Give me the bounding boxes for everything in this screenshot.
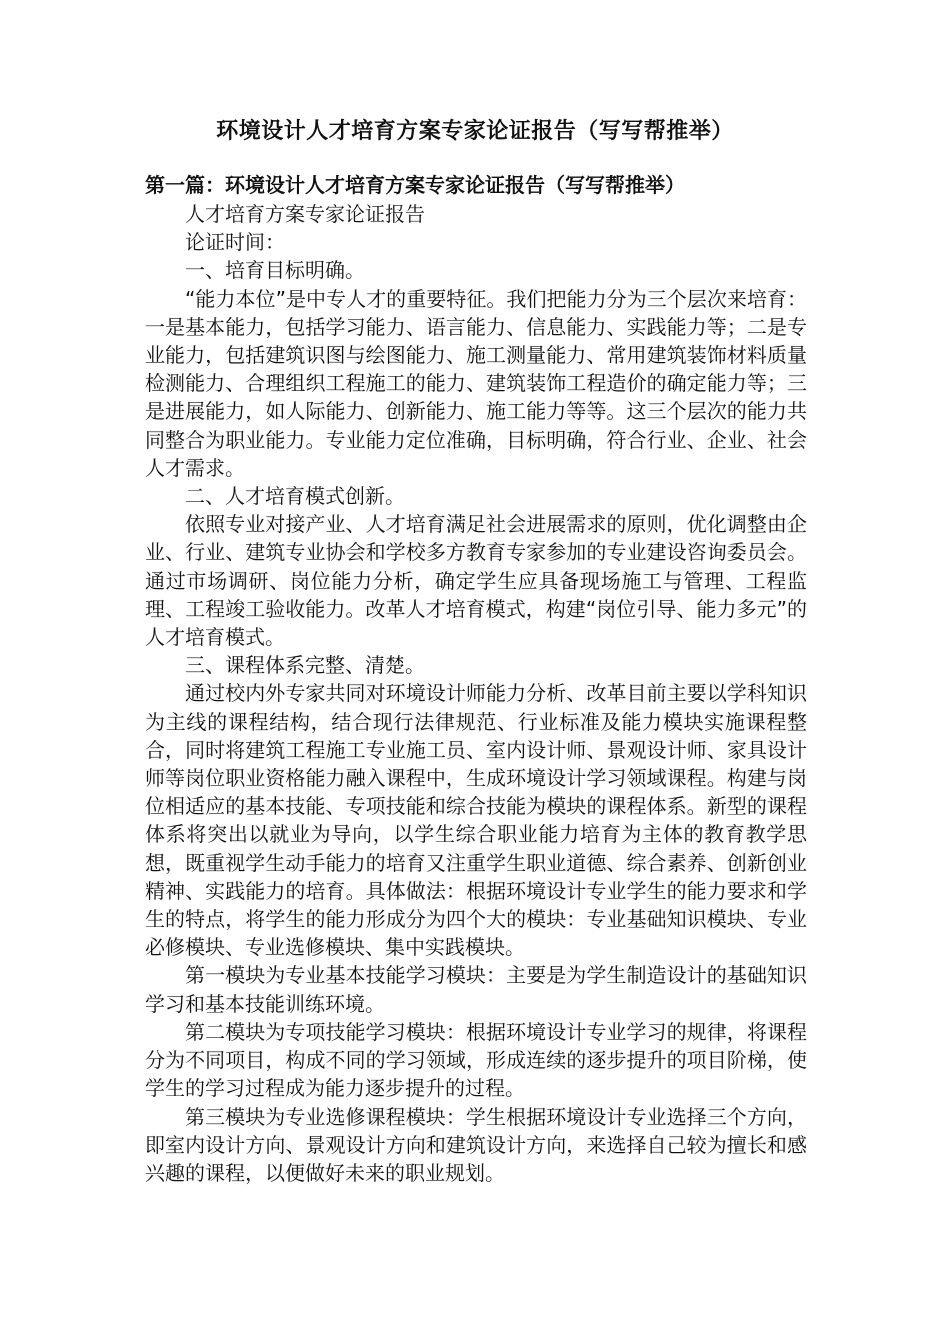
- heading-model: 二、人才培育模式创新。: [185, 484, 405, 509]
- paragraph-curriculum: 通过校内外专家共同对环境设计师能力分析、改革目前主要以学科知识为主线的课程结构，结合现行法律规范、行业标准及能力模块实施课程整合，同时将建筑工程施工专业施工员、室内设计师、景观设计师、家具设计师等岗位职业资格能力融入课程中，生成环境设计学习领域课程。构建与岗位相适应的基本技能、专项技能和综合技能为模块的课程体系。新型的课程体系将突出以就业为导向，以学生综合职业能力培育为主体的教育教学思想，既重视学生动手能力的培育又注重学生职业道德、综合素养、创新创业精神、实践能力的培育。具体做法：根据环境设计专业学生的能力要求和学生的特点，将学生的能力形成分为四个大的模块：专业基础知识模块、专业必修模块、专业选修模块、集中实践模块。: [145, 681, 807, 960]
- document-body: [145, 200, 807, 1187]
- section-heading: 第一篇：环境设计人才培育方案专家论证报告（写写帮推举）: [145, 173, 685, 197]
- paragraph-model: 依照专业对接产业、人才培育满足社会进展需求的原则，优化调整由企业、行业、建筑专业协会和学校多方教育专家参加的专业建设咨询委员会。通过市场调研、岗位能力分析，确定学生应具备现场施工与管理、工程监理、工程竣工验收能力。改革人才培育模式，构建“岗位引导、能力多元”的人才培育模式。: [145, 512, 807, 650]
- heading-curriculum: 三、课程体系完整、清楚。: [185, 653, 425, 678]
- document-title: 环境设计人才培育方案专家论证报告（写写帮推举）: [216, 119, 734, 144]
- paragraph-ability: “能力本位”是中专人才的重要特征。我们把能力分为三个层次来培育：一是基本能力，包括学习能力、语言能力、信息能力、实践能力等；二是专业能力，包括建筑识图与绘图能力、施工测量能力、常用建筑装饰材料质量检测能力、合理组织工程施工的能力、建筑装饰工程造价的确定能力等；三是进展能力，如人际能力、创新能力、施工能力等等。这三个层次的能力共同整合为职业能力。专业能力定位准确，目标明确，符合行业、企业、社会人才需求。: [145, 286, 807, 480]
- paragraph-date: 论证时间：: [185, 230, 285, 255]
- heading-goals: 一、培育目标明确。: [185, 258, 365, 283]
- paragraph-report-name: 人才培育方案专家论证报告: [185, 202, 425, 226]
- paragraph-module-2: 第二模块为专项技能学习模块：根据环境设计专业学习的规律，将课程分为不同项目，构成不同的学习领域，形成连续的逐步提升的项目阶梯，使学生的学习过程成为能力逐步提升的过程。: [145, 1019, 807, 1101]
- paragraph-module-1: 第一模块为专业基本技能学习模块：主要是为学生制造设计的基础知识学习和基本技能训练环境。: [145, 963, 807, 1016]
- paragraph-module-3: 第三模块为专业选修课程模块：学生根据环境设计专业选择三个方向，即室内设计方向、景观设计方向和建筑设计方向，来选择自己较为擅长和感兴趣的课程，以便做好未来的职业规划。: [145, 1104, 807, 1185]
